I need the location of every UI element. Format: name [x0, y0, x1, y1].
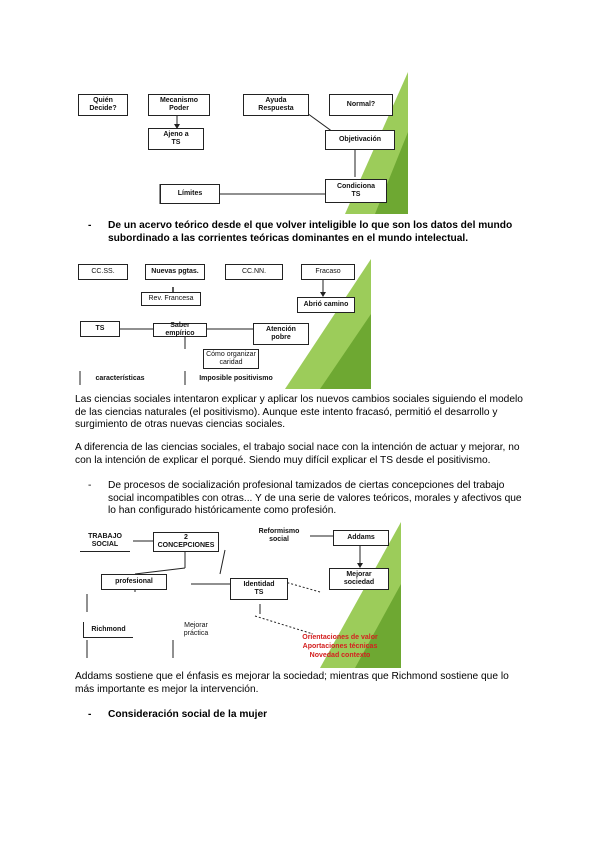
- box-abrio-camino: Abrió camino: [297, 297, 355, 313]
- box-ayuda-respuesta: Ayuda Respuesta: [243, 94, 309, 116]
- box-identidad-ts: Identidad TS: [230, 578, 288, 600]
- box-limites: Límites: [160, 184, 220, 204]
- label-mejorar-practica: Mejorar práctica: [183, 622, 209, 637]
- box-ts: TS: [80, 321, 120, 337]
- bullet-consideracion-mujer: [88, 709, 528, 722]
- label-reformismo-social: Reformismo social: [258, 528, 300, 543]
- paragraph-ciencias-sociales: Las ciencias sociales intentaron explicar y aplicar los nuevos cambios sociales siguiendo el modelo de las ciencias naturales (el positivismo). Aunque este intento fracasó, permitió el desarrollo y surgimiento de otras nuevas ciencias sociales.: [75, 394, 523, 431]
- label-caracteristicas: características: [95, 375, 145, 382]
- box-como-organizar: Cómo organizar caridad: [203, 349, 259, 369]
- box-saber-empirico: Saber empírico: [153, 323, 207, 337]
- bullet-dash: -: [88, 220, 92, 231]
- diagram-trabajo-social: [75, 522, 401, 668]
- box-ccnn: CC.NN.: [225, 264, 283, 280]
- paragraph-addams-richmond: Addams sostiene que el énfasis es mejorar la sociedad; mientras que Richmond sostiene que lo más importante es mejor la intervención.: [75, 671, 509, 695]
- box-condiciona-ts: Condiciona TS: [325, 179, 387, 203]
- bullet-dash: -: [88, 709, 92, 720]
- box-objetivacion: Objetivación: [325, 130, 395, 150]
- label-imposible-positivismo: Imposible positivismo: [199, 375, 273, 382]
- box-mecanismo-poder: Mecanismo Poder: [148, 94, 210, 116]
- bullet-acervo-teorico: [88, 220, 528, 245]
- box-ccss: CC.SS.: [78, 264, 128, 280]
- box-atencion-pobre: Atención pobre: [253, 323, 309, 345]
- diagram-ciencias-sociales: [75, 259, 371, 389]
- box-addams: Addams: [333, 530, 389, 546]
- box-fracaso: Fracaso: [301, 264, 355, 280]
- box-mejorar-sociedad: Mejorar sociedad: [329, 568, 389, 590]
- label-aportaciones-tecnicas: Aportaciones técnicas: [302, 643, 378, 650]
- bullet-dash: -: [88, 480, 92, 491]
- diagram-poder: [75, 72, 408, 214]
- box-normal: Normal?: [329, 94, 393, 116]
- box-profesional: profesional: [101, 574, 167, 590]
- box-nuevas-pgtas: Nuevas pgtas.: [145, 264, 205, 280]
- label-novedad-contexto: Novedad contexto: [309, 652, 371, 659]
- box-2-concepciones: 2 CONCEPCIONES: [153, 532, 219, 552]
- label-orientaciones-valor: Orientaciones de valor: [302, 634, 378, 641]
- bullet-text: Consideración social de la mujer: [108, 709, 268, 720]
- bullet-text: De un acervo teórico desde el que volver inteligible lo que son los datos del mundo subordinado a las corrientes teóricas dominantes en el mundo intelectual.: [108, 220, 513, 244]
- paragraph-trabajo-social: A diferencia de las ciencias sociales, el trabajo social nace con la intención de actuar y mejorar, no con la intención de explicar el porqué. Siendo muy difícil explicar el TS desde el positivismo.: [75, 442, 520, 466]
- box-trabajo-social: TRABAJO SOCIAL: [80, 530, 130, 552]
- bullet-text: De procesos de socialización profesional tamizados de ciertas concepciones del trabajo social incompatibles con otras... Y de una serie de valores teóricos, morales y afectivos que lo han configurado históricamente como profesión.: [108, 480, 522, 517]
- box-richmond: Richmond: [83, 622, 133, 638]
- box-quien-decide: Quién Decide?: [78, 94, 128, 116]
- box-rev-francesa: Rev. Francesa: [141, 292, 201, 306]
- box-ajeno-ts: Ajeno a TS: [148, 128, 204, 150]
- bullet-socializacion: [88, 480, 528, 518]
